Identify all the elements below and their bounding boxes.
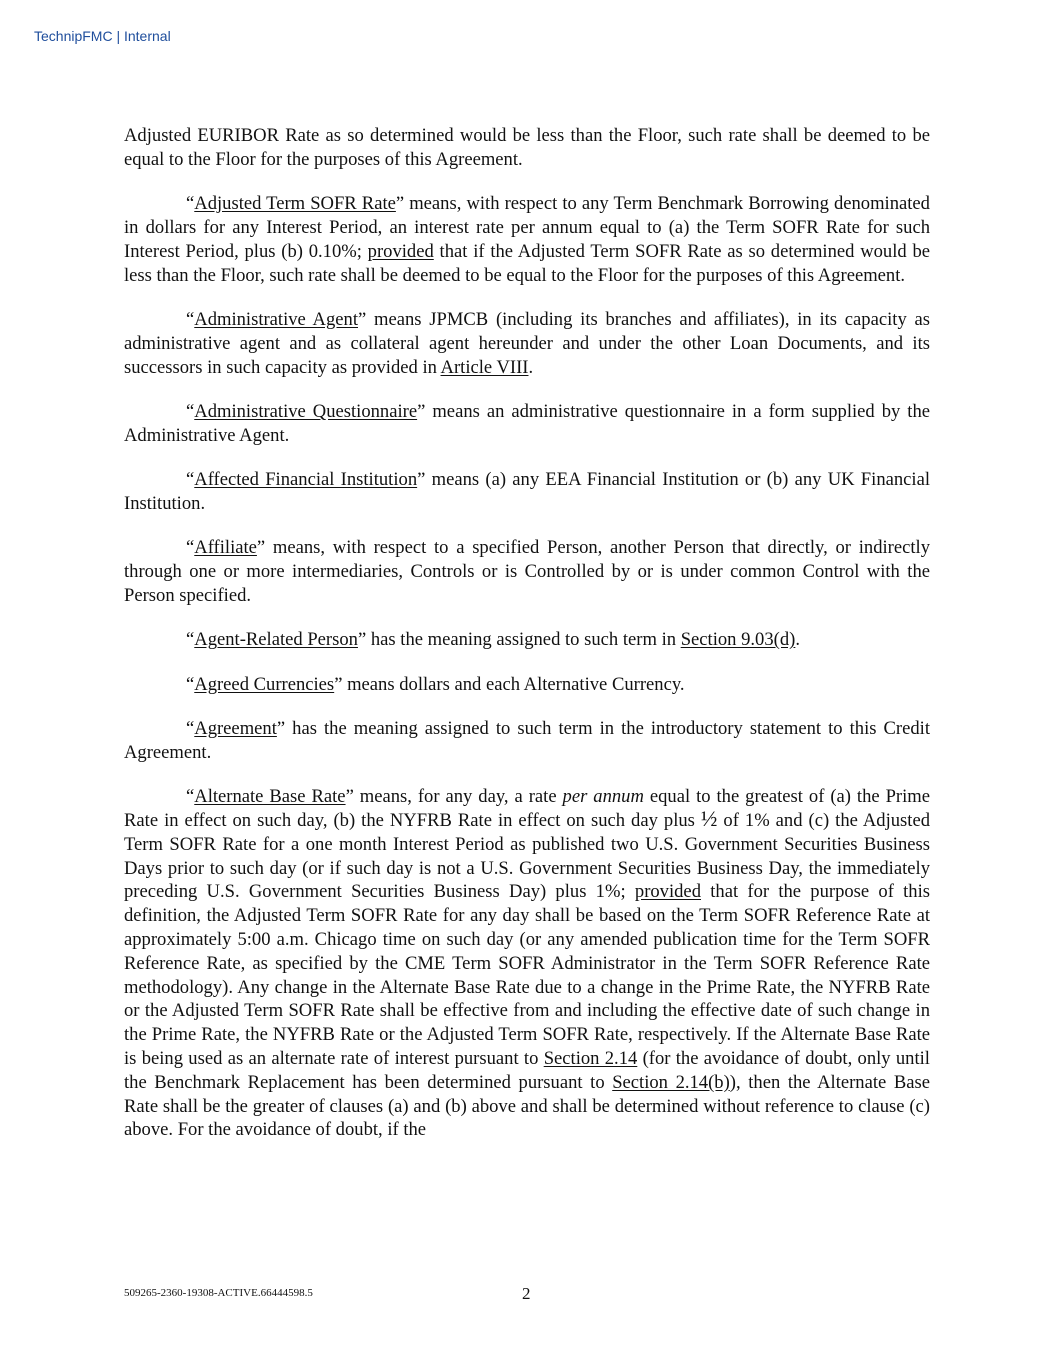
open-quote: “ bbox=[186, 469, 195, 491]
fraction-one-half: ½ bbox=[700, 806, 718, 832]
cross-reference: Section 9.03(d) bbox=[680, 629, 796, 651]
definition-text: . bbox=[795, 629, 800, 651]
definition-administrative-questionnaire bbox=[124, 400, 930, 448]
defined-term: Affected Financial Institution bbox=[194, 469, 418, 491]
defined-term: Administrative Questionnaire bbox=[194, 400, 418, 422]
cross-reference: Article VIII bbox=[440, 356, 529, 378]
definition-agreement bbox=[124, 717, 930, 765]
open-quote: “ bbox=[186, 193, 195, 215]
provided-keyword: provided bbox=[367, 240, 434, 262]
definition-text: ” means an administrative questionnaire in a form supplied by the Administrative Agent. bbox=[124, 400, 930, 446]
definition-text: ” means JPMCB (including its branches and affiliates), in its capacity as administrative agent and as collateral agent hereunder and under the other Loan Documents, and its successors in such capacity as provided in bbox=[124, 308, 930, 378]
defined-term: Agreed Currencies bbox=[194, 673, 335, 695]
defined-term: Administrative Agent bbox=[194, 308, 358, 330]
definition-text: equal to the greatest of (a) the Prime Rate in effect on such day, (b) the NYFRB Rate in effect on such day plus bbox=[124, 786, 931, 832]
classification-label: TechnipFMC | Internal bbox=[34, 28, 171, 44]
italic-phrase: per annum bbox=[562, 786, 644, 808]
open-quote: “ bbox=[186, 786, 195, 808]
defined-term: Alternate Base Rate bbox=[194, 786, 346, 808]
definition-text: ” means, with respect to a specified Person, another Person that directly, or indirectly through one or more intermediaries, Controls or is Controlled by or is under common Control with the Person specified. bbox=[124, 537, 930, 606]
footer-document-id: 509265-2360-19308-ACTIVE.66444598.5 bbox=[124, 1287, 313, 1299]
definition-administrative-agent bbox=[124, 308, 930, 379]
definition-text: that if the Adjusted Term SOFR Rate as so determined would be less than the Floor, such rate shall be deemed to be equal to the Floor for the purposes of this Agreement. bbox=[124, 240, 930, 286]
page-number: 2 bbox=[522, 1284, 531, 1303]
cross-reference: Section 2.14 bbox=[543, 1048, 638, 1070]
document-body bbox=[124, 124, 930, 1142]
definition-text: ” means (a) any EEA Financial Institution or (b) any UK Financial Institution. bbox=[124, 469, 931, 514]
cross-reference: Section 2.14(b) bbox=[612, 1071, 730, 1093]
open-quote: “ bbox=[186, 718, 195, 740]
definition-text: . bbox=[528, 356, 534, 378]
open-quote: “ bbox=[186, 629, 195, 651]
definition-text: of 1% and (c) the Adjusted Term SOFR Rate for a one month Interest Period as published two U.S. Government Securities Business Days prior to such day (or if such day is not a U.S. Government Securities Business Day, the immediately preceding U.S. Government Securities Business Day) plus 1%; bbox=[124, 810, 930, 903]
open-quote: “ bbox=[186, 537, 195, 559]
definition-text: ” means, for any day, a rate bbox=[345, 786, 563, 808]
open-quote: “ bbox=[186, 673, 195, 695]
definition-text: that for the purpose of this definition, the Adjusted Term SOFR Rate for any day shall be based on the Term SOFR Reference Rate at approximately 5:00 a.m. Chicago time on such day (or any amended publication time for the Term SOFR Reference Rate, as specified by the CME Term SOFR Administrator in the Term SOFR Reference Rate methodology). Any change in the Alternate Base Rate due to a change in the Prime Rate, the NYFRB Rate or the Adjusted Term SOFR Rate shall be effective from and including the effective date of such change in the Prime Rate, the NYFRB Rate or the Adjusted Term SOFR Rate, respectively. If the Alternate Base Rate is being used as an alternate rate of interest pursuant to bbox=[124, 881, 931, 1070]
definition-text: (for the avoidance of doubt, only until the Benchmark Replacement has been determined pursuant to bbox=[124, 1048, 930, 1093]
definition-affiliate bbox=[124, 536, 930, 607]
definition-agreed-currencies bbox=[124, 673, 930, 697]
definition-agent-related-person bbox=[124, 628, 930, 652]
definition-text: ” has the meaning assigned to such term in the introductory statement to this Credit Agreement. bbox=[124, 718, 930, 763]
definition-text: ” means dollars and each Alternative Currency. bbox=[334, 673, 685, 695]
defined-term: Agreement bbox=[194, 718, 277, 740]
open-quote: “ bbox=[186, 308, 195, 330]
defined-term: Affiliate bbox=[194, 537, 257, 559]
provided-keyword: provided bbox=[634, 881, 701, 903]
definition-alternate-base-rate bbox=[124, 785, 930, 1142]
open-quote: “ bbox=[186, 400, 195, 422]
paragraph-continuation: Adjusted EURIBOR Rate as so determined would be less than the Floor, such rate shall be deemed to be equal to the Floor for the purposes of this Agreement. bbox=[124, 125, 930, 170]
definition-text: ), then the Alternate Base Rate shall be the greater of clauses (a) and (b) above and shall be determined without reference to clause (c) above. For the avoidance of doubt, if the bbox=[124, 1071, 931, 1141]
defined-term: Adjusted Term SOFR Rate bbox=[194, 193, 396, 215]
definition-text: ” means, with respect to any Term Benchmark Borrowing denominated in dollars for any Interest Period, an interest rate per annum equal to (a) the Term SOFR Rate for such Interest Period, plus (b) 0.10%; bbox=[124, 193, 930, 262]
definition-adjusted-term-sofr-rate bbox=[124, 192, 930, 287]
defined-term: Agent-Related Person bbox=[194, 629, 358, 651]
definition-affected-financial-institution bbox=[124, 468, 930, 516]
definition-text: ” has the meaning assigned to such term in bbox=[357, 629, 681, 651]
